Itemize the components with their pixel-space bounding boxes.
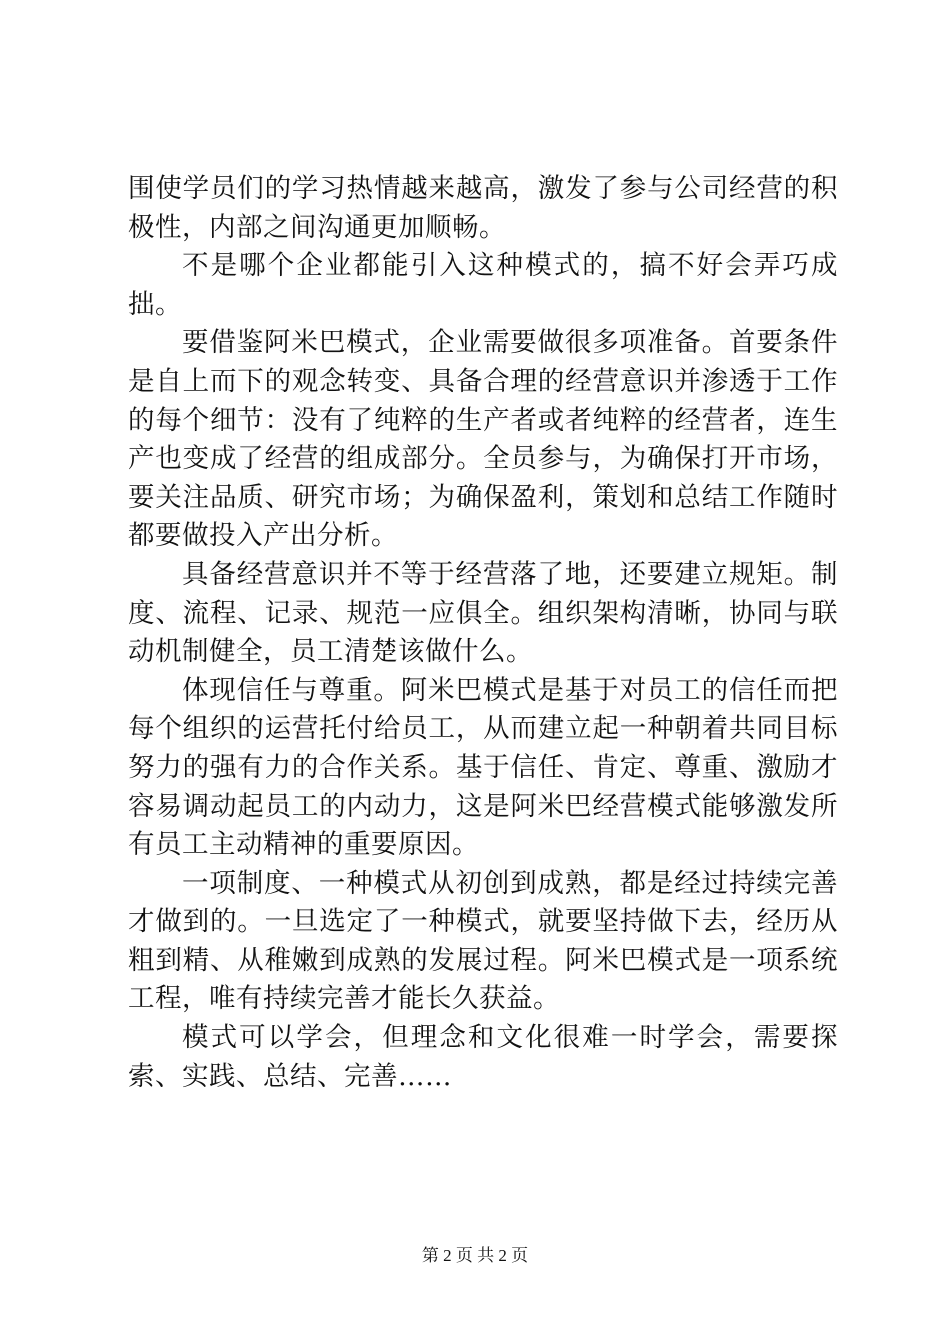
- paragraph-2: 不是哪个企业都能引入这种模式的，搞不好会弄巧成拙。: [128, 250, 838, 320]
- paragraph-4: 具备经营意识并不等于经营落了地，还要建立规矩。制度、流程、记录、规范一应俱全。组织架构清晰，协同与联动机制健全，员工清楚该做什么。: [128, 558, 838, 668]
- page-number-footer: 第 2 页 共 2 页: [421, 1246, 529, 1265]
- paragraph-1: 围使学员们的学习热情越来越高，激发了参与公司经营的积极性，内部之间沟通更加顺畅。: [128, 173, 838, 243]
- paragraph-7: 模式可以学会，但理念和文化很难一时学会，需要探索、实践、总结、完善……: [128, 1022, 838, 1092]
- paragraph-3: 要借鉴阿米巴模式，企业需要做很多项准备。首要条件是自上而下的观念转变、具备合理的经营意识并渗透于工作的每个细节：没有了纯粹的生产者或者纯粹的经营者，连生产也变成了经营的组成部分。全员参与，为确保打开市场，要关注品质、研究市场；为确保盈利，策划和总结工作随时都要做投入产出分析。: [128, 327, 838, 552]
- paragraph-6: 一项制度、一种模式从初创到成熟，都是经过持续完善才做到的。一旦选定了一种模式，就要坚持做下去，经历从粗到精、从稚嫩到成熟的发展过程。阿米巴模式是一项系统工程，唯有持续完善才能长久获益。: [128, 867, 838, 1015]
- paragraph-5: 体现信任与尊重。阿米巴模式是基于对员工的信任而把每个组织的运营托付给员工，从而建立起一种朝着共同目标努力的强有力的合作关系。基于信任、肯定、尊重、激励才容易调动起员工的内动力，这是阿米巴经营模式能够激发所有员工主动精神的重要原因。: [128, 674, 838, 861]
- document-body: [128, 170, 838, 1096]
